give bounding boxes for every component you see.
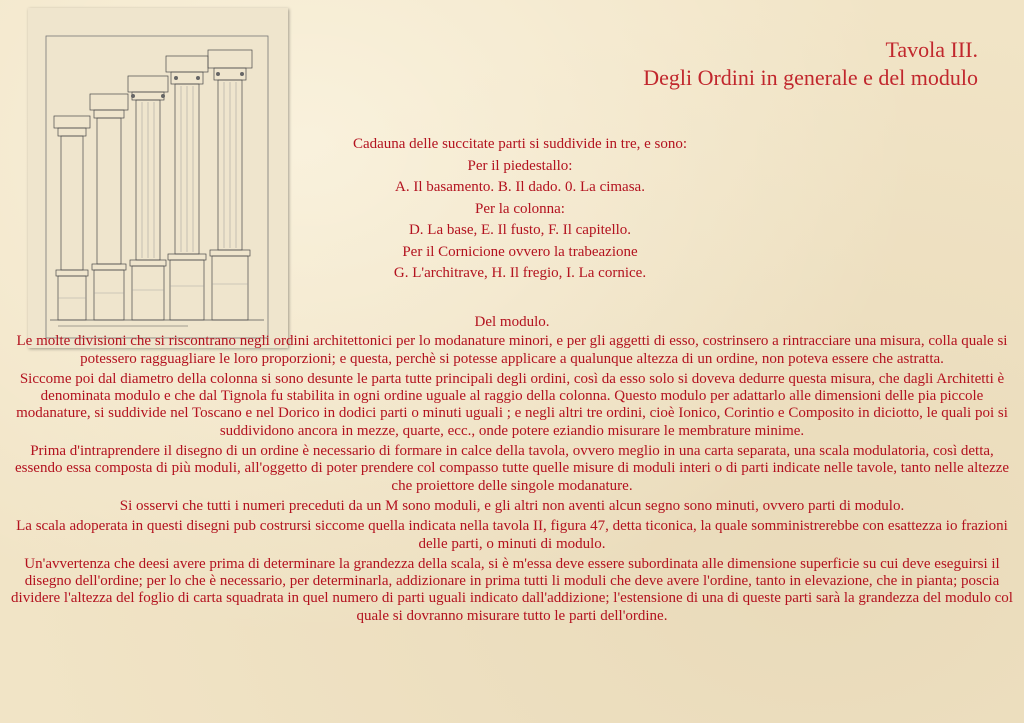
page-title [558,36,978,92]
intro-line: Per il piedestallo: [467,157,573,174]
paragraph: Prima d'intraprendere il disegno di un ordine è necessario di formare in calce della tavola, ovvero meglio in una carta separata, una scala modulatoria, così detta, essendo essa composta di più moduli, all'oggetto di poter prendere col compasso tutte quelle misure di moduli interi o di parti indicate nelle tavole, tanto nelle altezze che proiettore delle singole modanature. [14,443,1010,494]
paragraph: Siccome poi dal diametro della colonna si sono desunte le parta tutte principali degli ordini, così da esso solo si doveva dedurre questa misura, che dagli Architetti è denominata modulo e che dal Tignola fu stabilita in ogni ordine uguale al raggio della colonna. Questo modulo per adattarlo alle dimensioni delle pia piccole modanature, si suddivide nel Toscano e nel Dorico in dodici parti o minuti uguali ; e negli altri tre ordini, cioè Ionico, Corintio e Composito in diciotto, le quali poi si suddividono ancora in mezze, quarte, ecc., onde potere eziandio misurare le membrature minime. [16,370,1008,439]
columns-illustration [28,8,288,348]
intro-line: G. L'architrave, H. Il fregio, I. La cornice. [393,265,647,281]
intro-line: D. La base, E. Il fusto, F. Il capitello. [408,222,632,238]
title-line-2: Degli Ordini in generale e del modulo [643,65,978,90]
paragraph: Le molte divisioni che si riscontrano negli ordini architettonici per lo modanature minori, e per gli aggetti di esso, costrinsero a rintracciare una misura, colla quale si potessero ragguagliare le loro proporzioni; e questa, perchè si potesse applicare a qualunque altezza di un ordine, non poteva essere che astratta. [16,333,1008,367]
architectural-orders-plate-image [28,8,288,348]
modulo-section [10,314,1014,628]
title-line-1: Tavola III. [885,37,978,62]
section-heading: Del modulo. [474,314,550,330]
paragraph: La scala adoperata in questi disegni pub costrursi siccome quella indicata nella tavola II, figura 47, detta ticonica, la quale somministrerebbe con esattezza io frazioni delle parti, o minuti di modulo. [16,518,1008,552]
paragraph: Un'avvertenza che deesi avere prima di determinare la grandezza della scala, si è m'essa deve essere subordinata alle dimensione superficie su cui deve eseguirsi il disegno dell'ordine; per lo che è necessario, per determinarla, addizionare in prima tutti li moduli che deve avere l'ordine, tanto in elevazione, che in pianta; poscia dividere l'altezza del foglio di carta squadrata in quel numero di parti uguali indicato dall'addizione; l'estensione di una di queste parti sarà la grandezza del modulo col quale si dovranno misurare tutto le parti dell'ordine. [11,555,1013,624]
intro-line: A. Il basamento. B. Il dado. 0. La cimasa. [395,179,645,195]
intro-line: Cadauna delle succitate parti si suddivide in tre, e sono: [352,136,688,152]
paragraph: Si osservi che tutti i numeri preceduti da un M sono moduli, e gli altri non aventi alcun segno sono minuti, ovvero parti di modulo. [119,497,905,514]
intro-line: Per il Cornicione ovvero la trabeazione [402,243,638,260]
intro-line: Per la colonna: [475,200,565,217]
parts-list [290,134,750,285]
